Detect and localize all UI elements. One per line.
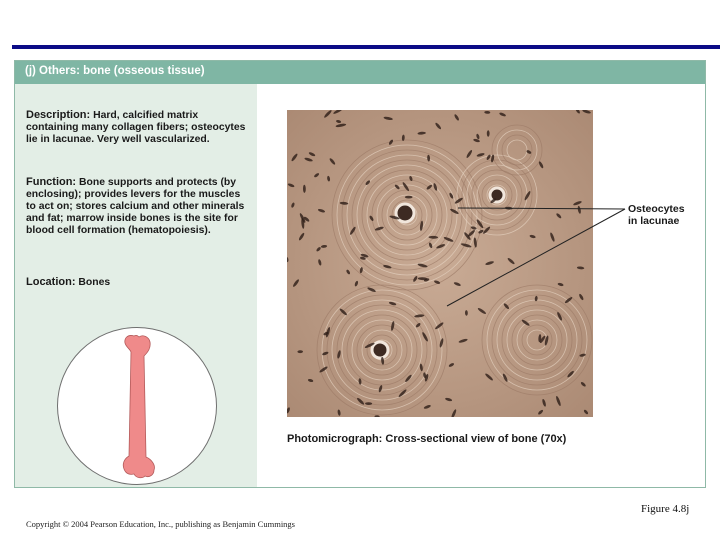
panel-header	[15, 61, 705, 84]
caption-label: Photomicrograph:	[287, 433, 383, 445]
location-label: Location:	[26, 276, 76, 288]
photo-caption	[287, 433, 566, 445]
info-column	[15, 84, 257, 487]
femur-bone-icon	[58, 328, 217, 485]
function-block	[26, 176, 252, 237]
description-text: Hard, calcified matrix containing many collagen fibers; osteocytes lie in lacunae. Very well vascularized.	[26, 110, 246, 145]
micrograph-image	[287, 110, 593, 417]
bone-location-illustration	[57, 327, 217, 485]
top-rule	[12, 45, 720, 49]
description-label: Description:	[26, 109, 91, 121]
panel-title: (j) Others: bone (osseous tissue)	[25, 65, 205, 77]
tissue-panel	[14, 60, 706, 488]
bone-photomicrograph	[287, 110, 593, 417]
function-text: Bone supports and protects (by enclosing); provides levers for the muscles to act on; stores calcium and other minerals and fat; marrow inside bones is the site for blood cell formation (hematopoiesis).	[26, 177, 245, 236]
location-block	[26, 276, 252, 289]
osteocytes-callout	[628, 203, 685, 227]
copyright-notice: Copyright © 2004 Pearson Education, Inc., publishing as Benjamin Cummings	[26, 519, 295, 529]
caption-text: Cross-sectional view of bone (70x)	[385, 433, 567, 445]
location-text: Bones	[78, 277, 111, 288]
callout-line-1: Osteocytes	[628, 203, 685, 215]
function-label: Function:	[26, 176, 77, 188]
description-block	[26, 109, 252, 146]
callout-line-2: in lacunae	[628, 215, 680, 227]
figure-label: Figure 4.8j	[641, 503, 690, 515]
